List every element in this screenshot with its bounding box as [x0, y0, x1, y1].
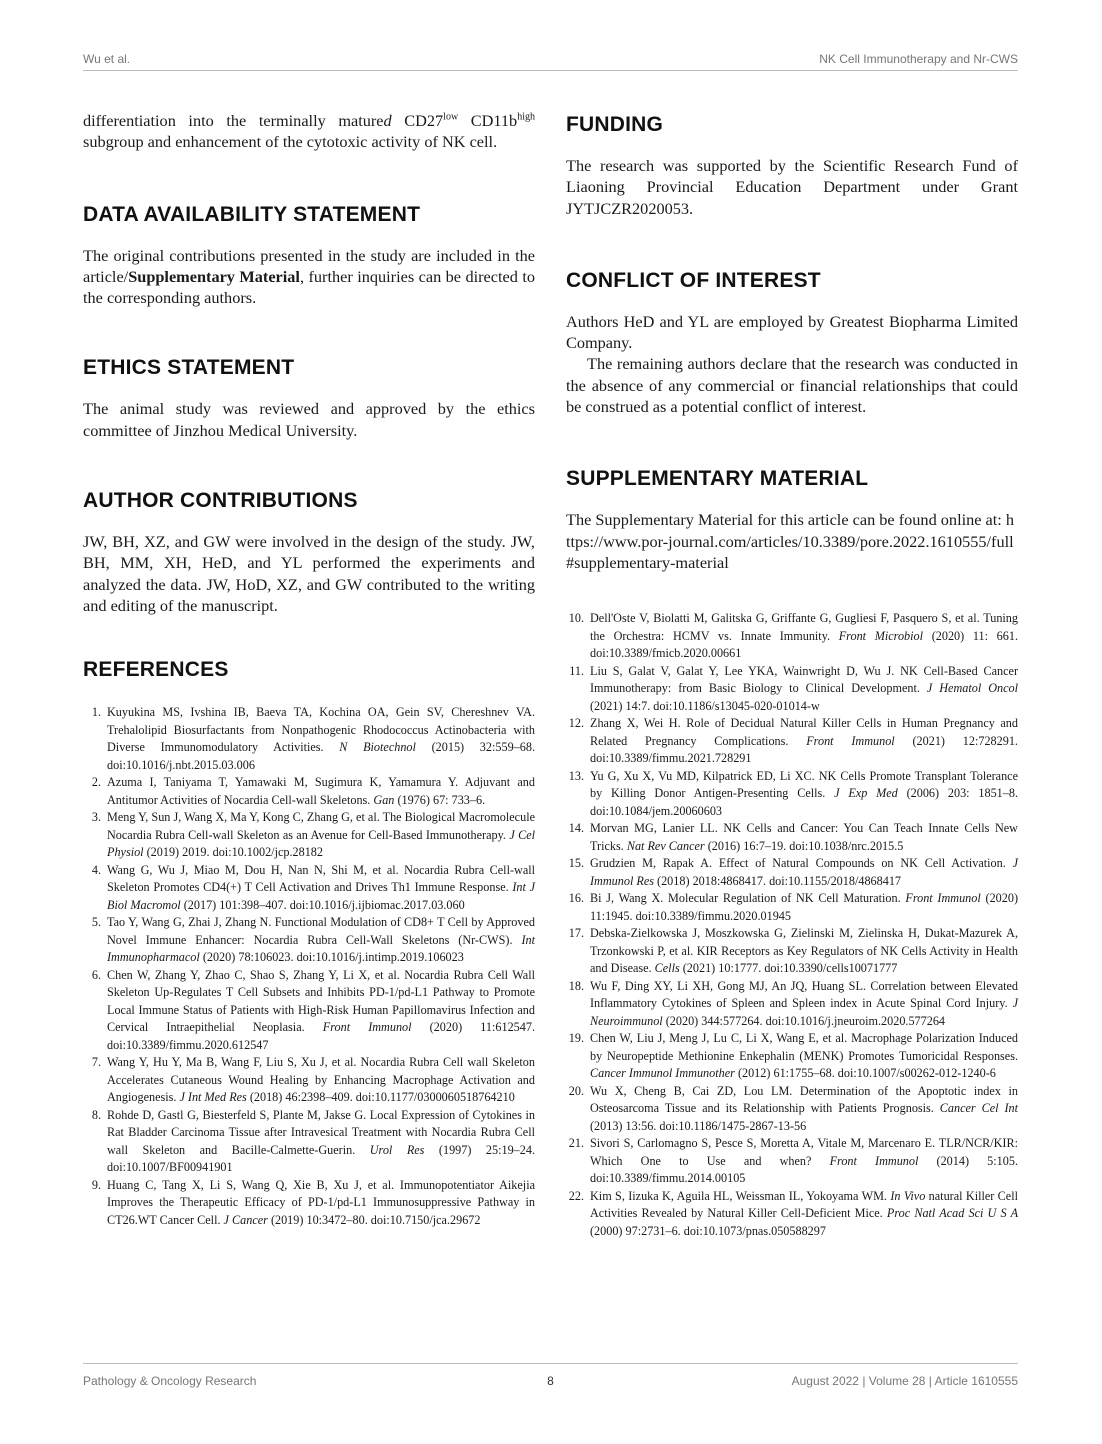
reference-authors-title: Morvan MG, Lanier LL. NK Cells and Cancer: You Can Teach Innate Cells New Tricks. — [590, 821, 1018, 853]
data-availability-heading: DATA AVAILABILITY STATEMENT — [83, 202, 421, 226]
reference-journal: J Immunol Res — [590, 856, 1018, 888]
references-list-left — [83, 704, 535, 1229]
conflict-text-2: The remaining authors declare that the research was conducted in the absence of any commercial or financial relationships that could be construed as a potential conflict of interest. — [566, 354, 1018, 417]
reference-item — [83, 914, 535, 967]
reference-details: (1997) 25:19–24. doi:10.1007/BF00941901 — [107, 1142, 535, 1175]
reference-details: (2015) 32:559–68. doi:10.1016/j.nbt.2015.03.006 — [107, 740, 535, 772]
reference-authors-title: Zhang X, Wei H. Role of Decidual Natural Killer Cells in Human Pregnancy and Related Pregnancy Complications. — [590, 716, 1018, 748]
left-column — [83, 110, 535, 1229]
reference-details: (1976) 67: 733–6. — [394, 792, 486, 807]
reference-journal: Cancer Cel Int — [939, 1101, 1018, 1116]
reference-item — [566, 715, 1018, 768]
reference-number: 13. — [568, 768, 584, 783]
funding-heading: FUNDING — [566, 113, 664, 136]
reference-number: 11. — [569, 663, 584, 678]
reference-details: (2021) 10:1777. doi:10.3390/cells10071777 — [679, 961, 898, 976]
reference-journal: Front Immunol — [829, 1153, 919, 1168]
reference-authors-title: Sivori S, Carlomagno S, Pesce S, Moretta A, Vitale M, Marcenaro E. TLR/NCR/KIR: Which One to Use and when? — [590, 1136, 1018, 1168]
reference-number: 12. — [568, 716, 584, 731]
intro-paragraph: differentiation into the terminally matured $CD27^{low}$ $CD11b^{high}$ subgroup and enhancement of the cytotoxic activity of NK cell. — [83, 111, 535, 152]
reference-details: (2017) 101:398–407. doi:10.1016/j.ijbiomac.2017.03.060 — [180, 897, 465, 912]
reference-number: 7. — [91, 1055, 101, 1070]
reference-number: 20. — [568, 1083, 584, 1098]
reference-number: 15. — [568, 856, 584, 871]
reference-item — [566, 820, 1018, 855]
reference-item — [566, 1083, 1018, 1136]
page-number: 8 — [547, 1374, 554, 1388]
reference-details: (2016) 16:7–19. doi:10.1038/nrc.2015.5 — [704, 838, 904, 853]
reference-item — [566, 610, 1018, 663]
conflict-text-1: Authors HeD and YL are employed by Greatest Biopharma Limited Company. — [566, 311, 1018, 353]
author-contributions-heading: AUTHOR CONTRIBUTIONS — [83, 489, 358, 513]
reference-number: 8. — [91, 1107, 101, 1122]
reference-authors-title: Azuma I, Taniyama T, Yamawaki M, Sugimura K, Yamamura Y. Adjuvant and Antitumor Activities of Nocardia Cell-wall Skeletons. — [107, 775, 535, 807]
reference-journal: J Neuroimmunol — [590, 996, 1018, 1028]
supplementary-text: The Supplementary Material for this article can be found online at: https://www.por-journal.com/articles/10.3389/pore.2022.1610555/full#supplementary-material — [566, 510, 1015, 572]
reference-number: 2. — [91, 775, 101, 790]
reference-journal: N Biotechnol — [339, 740, 416, 755]
reference-authors-title: Grudzien M, Rapak A. Effect of Natural Compounds on NK Cell Activation. — [590, 856, 1013, 871]
reference-details: (2000) 97:2731–6. doi:10.1073/pnas.050588297 — [590, 1223, 826, 1238]
reference-item — [566, 1030, 1018, 1083]
reference-item — [83, 809, 535, 862]
reference-details: (2019) 10:3472–80. doi:10.7150/jca.29672 — [267, 1212, 481, 1227]
reference-journal: Nat Rev Cancer — [626, 838, 705, 853]
reference-details: (2020) 11:1945. doi:10.3389/fimmu.2020.01945 — [590, 891, 1019, 923]
reference-authors-title: Chen W, Liu J, Meng J, Lu C, Li X, Wang E, et al. Macrophage Polarization Induced by Neuropeptide Methionine Enkephalin (MENK) Promotes Tumoricidal Responses. — [590, 1031, 1018, 1063]
reference-authors-title: Wang Y, Hu Y, Ma B, Wang F, Liu S, Xu J, et al. Nocardia Rubra Cell wall Skeleton Accelerates Cutaneous Wound Healing by Enhancing Macrophage Activation and Angiogenesis. — [107, 1055, 535, 1105]
reference-details: (2018) 46:2398–409. doi:10.1177/0300060518764210 — [246, 1090, 515, 1105]
reference-authors-title: Debska-Zielkowska J, Moszkowska G, Zielinski M, Zielinska H, Dukat-Mazurek A, Trzonkowski P, et al. KIR Receptors as Key Regulators of NK Cells Activity in Health and Disease. — [590, 926, 1018, 976]
running-header — [83, 52, 1018, 71]
ethics-text: The animal study was reviewed and approved by the ethics committee of Jinzhou Medical University. — [83, 399, 535, 440]
reference-authors-title: Bi J, Wang X. Molecular Regulation of NK Cell Maturation. — [590, 891, 906, 906]
reference-number: 9. — [91, 1177, 101, 1192]
reference-number: 14. — [568, 821, 584, 836]
reference-number: 17. — [568, 926, 584, 941]
reference-details: (2021) 12:728291. doi:10.3389/fimmu.2021.728291 — [590, 733, 1018, 766]
reference-journal: Front Immunol — [322, 1020, 412, 1035]
reference-journal: J Cancer — [223, 1212, 268, 1227]
reference-authors-title: Meng Y, Sun J, Wang X, Ma Y, Kong C, Zhang G, et al. The Biological Macromolecule Nocardia Rubra Cell-wall Skeleton as an Avenue for Cell-Based Immunotherapy. — [107, 810, 535, 842]
conflict-heading: CONFLICT OF INTEREST — [566, 268, 821, 292]
reference-details: (2020) 78:106023. doi:10.1016/j.intimp.2019.106023 — [199, 950, 464, 965]
reference-number: 19. — [568, 1031, 584, 1046]
reference-number: 6. — [91, 967, 101, 982]
reference-authors-title: Rohde D, Gastl G, Biesterfeld S, Plante M, Jakse G. Local Expression of Cytokines in Rat Bladder Carcinoma Tissue after Intravesical Treatment with Nocardia Rubra Cell wall Skeleton and Bacille-Calmette-Guerin. — [107, 1107, 535, 1157]
reference-item — [566, 1188, 1018, 1241]
reference-item — [566, 855, 1018, 890]
funding-text: The research was supported by the Scientific Research Fund of Liaoning Provincial Education Department under Grant JYTJCZR2020053. — [566, 156, 1018, 218]
reference-authors-title: Wang G, Wu J, Miao M, Dou H, Nan N, Shi M, et al. Nocardia Rubra Cell-wall Skeleton Promotes CD4(+) T Cell Activation and Drives Th1 Immune Response. — [107, 862, 535, 895]
reference-details: (2014) 5:105. doi:10.3389/fimmu.2014.00105 — [590, 1153, 1018, 1186]
reference-item — [83, 1177, 535, 1230]
reference-number: 3. — [91, 810, 101, 825]
reference-authors-title: Kim S, Iizuka K, Aguila HL, Weissman IL, Yokoyama WM. — [590, 1188, 891, 1203]
reference-authors-title: Yu G, Xu X, Vu MD, Kilpatrick ED, Li XC. NK Cells Promote Transplant Tolerance by Killing Donor Antigen-Presenting Cells. — [590, 768, 1018, 801]
reference-number: 22. — [568, 1188, 584, 1203]
reference-journal: Front Immunol — [905, 891, 981, 906]
reference-authors-title: Liu S, Galat V, Galat Y, Lee YKA, Wainwright D, Wu J. NK Cell-Based Cancer Immunotherapy: from Basic Biology to Clinical Development. — [590, 663, 1018, 696]
reference-number: 10. — [568, 611, 584, 626]
footer-journal: Pathology & Oncology Research — [83, 1374, 257, 1388]
reference-number: 21. — [568, 1136, 584, 1151]
reference-authors-title: Kuyukina MS, Ivshina IB, Baeva TA, Kochina OA, Gein SV, Chereshnev VA. Trehalolipid Biosurfactants from Nonpathogenic Rhodococcus Actinobacteria with Diverse Immunomodulatory Activities. — [107, 705, 535, 755]
reference-details: (2020) 11:612547. doi:10.3389/fimmu.2020.612547 — [107, 1020, 535, 1052]
reference-italic-term: In Vivo — [890, 1188, 926, 1203]
reference-item — [566, 978, 1018, 1031]
footer-issue: August 2022 | Volume 28 | Article 1610555 — [791, 1374, 1018, 1388]
reference-item — [83, 1107, 535, 1177]
reference-details: (2018) 2018:4868417. doi:10.1155/2018/4868417 — [653, 873, 902, 888]
reference-journal: Front Microbiol — [838, 628, 924, 643]
reference-details: (2020) 11: 661. doi:10.3389/fmicb.2020.00661 — [590, 628, 1018, 661]
reference-authors-title: Tao Y, Wang G, Zhai J, Zhang N. Functional Modulation of CD8+ T Cell by Approved Novel Immune Enhancer: Nocardia Rubra Cell-Wall Skeletons (Nr-CWS). — [107, 915, 535, 947]
reference-details: (2020) 344:577264. doi:10.1016/j.jneuroim.2020.577264 — [662, 1013, 946, 1028]
reference-number: 5. — [91, 915, 101, 930]
reference-item — [83, 1054, 535, 1107]
reference-authors-title: Chen W, Zhang Y, Zhao C, Shao S, Zhang Y, Li X, et al. Nocardia Rubra Cell Wall Skeleton Up-Regulates T Cell Subsets and Inhibits PD-1/pd-L1 Pathway to Promote Local Immune Status of Patients with High-Risk Human Papillomavirus Infection and Cervical Intraepithelial Neoplasia. — [107, 967, 535, 1035]
author-contributions-text: JW, BH, XZ, and GW were involved in the design of the study. JW, BH, MM, XH, HeD, and YL performed the experiments and analyzed the data. JW, HoD, XZ, and GW contributed to the writing and editing of the manuscript. — [83, 532, 535, 615]
reference-details: (2006) 203: 1851–8. doi:10.1084/jem.20060603 — [590, 786, 1018, 818]
reference-journal: Cancer Immunol Immunother — [590, 1066, 735, 1081]
reference-item — [83, 862, 535, 915]
header-short-title: NK Cell Immunotherapy and Nr-CWS — [819, 52, 1018, 66]
references-heading: REFERENCES — [83, 658, 229, 682]
reference-item — [83, 774, 535, 809]
reference-journal: Gan — [373, 792, 395, 807]
reference-number: 18. — [568, 978, 584, 993]
supplementary-heading: SUPPLEMENTARY MATERIAL — [566, 467, 869, 491]
reference-journal: J Exp Med — [834, 786, 898, 801]
reference-number: 4. — [91, 862, 101, 877]
reference-details: (2012) 61:1755–68. doi:10.1007/s00262-012-1240-6 — [734, 1066, 996, 1081]
reference-number: 16. — [568, 891, 584, 906]
reference-title-cont: natural Killer Cell Activities Revealed by Natural Killer Cell-Deficient Mice. — [590, 1188, 1018, 1221]
reference-authors-title: Huang C, Tang X, Li S, Wang Q, Xie B, Xu J, et al. Immunopotentiator Aikejia Improves the Therapeutic Efficacy of PD-1/pd-L1 Immunosuppressive Pathway in CT26.WT Cancer Cell. — [107, 1177, 535, 1227]
reference-item — [566, 1135, 1018, 1188]
data-availability-text: The original contributions presented in the study are included in the article/Supplementary Material, further inquiries can be directed to the corresponding authors. — [83, 245, 535, 308]
reference-journal: Front Immunol — [806, 733, 895, 748]
reference-item — [83, 967, 535, 1055]
reference-details: (2019) 2019. doi:10.1002/jcp.28182 — [143, 845, 323, 860]
reference-item — [566, 663, 1018, 716]
reference-number: 1. — [91, 705, 101, 720]
references-list-right — [566, 610, 1018, 1240]
reference-journal: J Hematol Oncol — [926, 681, 1018, 696]
right-column — [566, 110, 1018, 1240]
reference-item — [566, 768, 1018, 821]
reference-journal: J Int Med Res — [179, 1090, 247, 1105]
ethics-heading: ETHICS STATEMENT — [83, 356, 295, 380]
reference-authors-title: Wu X, Cheng B, Cai ZD, Lou LM. Determination of the Apoptotic index in Osteosarcoma Tissue and its Relationship with Patients Prognosis. — [590, 1083, 1018, 1116]
reference-journal: Int Immunopharmacol — [107, 932, 535, 965]
reference-item — [566, 925, 1018, 978]
reference-item — [566, 890, 1018, 925]
reference-journal: J Cel Physiol — [107, 827, 536, 860]
reference-journal: Cells — [654, 961, 680, 976]
header-authors: Wu et al. — [83, 52, 131, 66]
reference-details: (2021) 14:7. doi:10.1186/s13045-020-01014-w — [590, 698, 820, 713]
reference-journal: Proc Natl Acad Sci U S A — [886, 1206, 1019, 1221]
page-footer — [83, 1363, 1018, 1394]
reference-details: (2013) 13:56. doi:10.1186/1475-2867-13-56 — [590, 1118, 807, 1133]
reference-authors-title: Wu F, Ding XY, Li XH, Gong MJ, An JQ, Huang SL. Correlation between Elevated Inflammatory Cytokines of Spleen and Spleen index in Acute Spinal Cord Injury. — [590, 978, 1018, 1011]
reference-item — [83, 704, 535, 774]
reference-authors-title: Dell'Oste V, Biolatti M, Galitska G, Griffante G, Gugliesi F, Pasquero S, et al. Tuning the Orchestra: HCMV vs. Innate Immunity. — [590, 611, 1018, 643]
reference-journal: Urol Res — [369, 1142, 425, 1157]
reference-journal: Int J Biol Macromol — [107, 880, 536, 912]
